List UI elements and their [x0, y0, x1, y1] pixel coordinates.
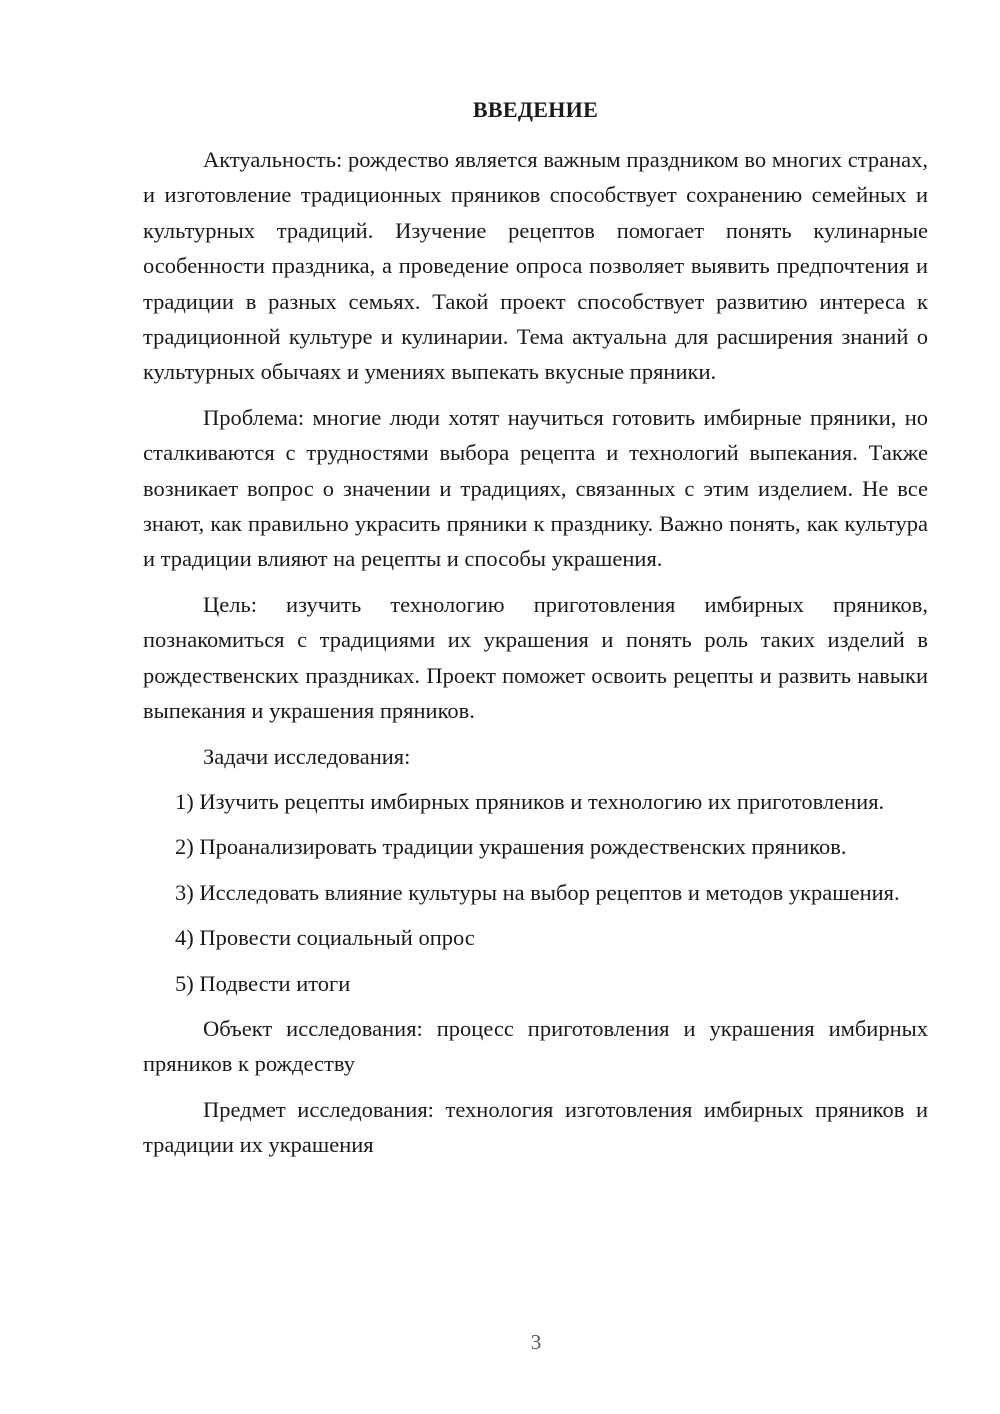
task-item: 5) Подвести итоги: [175, 970, 351, 996]
page-content: [143, 88, 928, 1173]
task-item: 4) Провести социальный опрос: [175, 925, 475, 951]
tasks-heading: Задачи исследования:: [203, 743, 411, 769]
problem-paragraph: Проблема: многие люди хотят научиться готовить имбирные пряники, но сталкиваются с трудностями выбора рецепта и технологий выпекания. Также возникает вопрос о значении и традициях, связанных с этим изделием. Не все знают, как правильно украсить пряники к празднику. Важно понять, как культура и традиции влияют на рецепты и способы украшения.: [143, 404, 928, 572]
object-paragraph: Объект исследования: процесс приготовления и украшения имбирных пряников к рождеству: [143, 1015, 928, 1077]
goal-paragraph: Цель: изучить технологию приготовления имбирных пряников, познакомиться с традициями их украшения и понять роль таких изделий в рождественских праздниках. Проект поможет освоить рецепты и развить навыки выпекания и украшения пряников.: [143, 591, 928, 724]
task-item: 2) Проанализировать традиции украшения рождественских пряников.: [175, 834, 847, 860]
task-item: 1) Изучить рецепты имбирных пряников и технологию их приготовления.: [175, 788, 885, 814]
task-item: 3) Исследовать влияние культуры на выбор рецептов и методов украшения.: [175, 879, 900, 905]
relevance-paragraph: Актуальность: рождество является важным праздником во многих странах, и изготовление традиционных пряников способствует сохранению семейных и культурных традиций. Изучение рецептов помогает понять кулинарные особенности праздника, а проведение опроса позволяет выявить предпочтения и традиции в разных семьях. Такой проект способствует развитию интереса к традиционной культуре и кулинарии. Тема актуальна для расширения знаний о культурных обычаях и умениях выпекать вкусные пряники.: [143, 147, 928, 385]
subject-paragraph: Предмет исследования: технология изготовления имбирных пряников и традиции их украшения: [143, 1096, 928, 1158]
page-number: 3: [530, 1330, 542, 1354]
page-title: ВВЕДЕНИЕ: [472, 97, 599, 122]
